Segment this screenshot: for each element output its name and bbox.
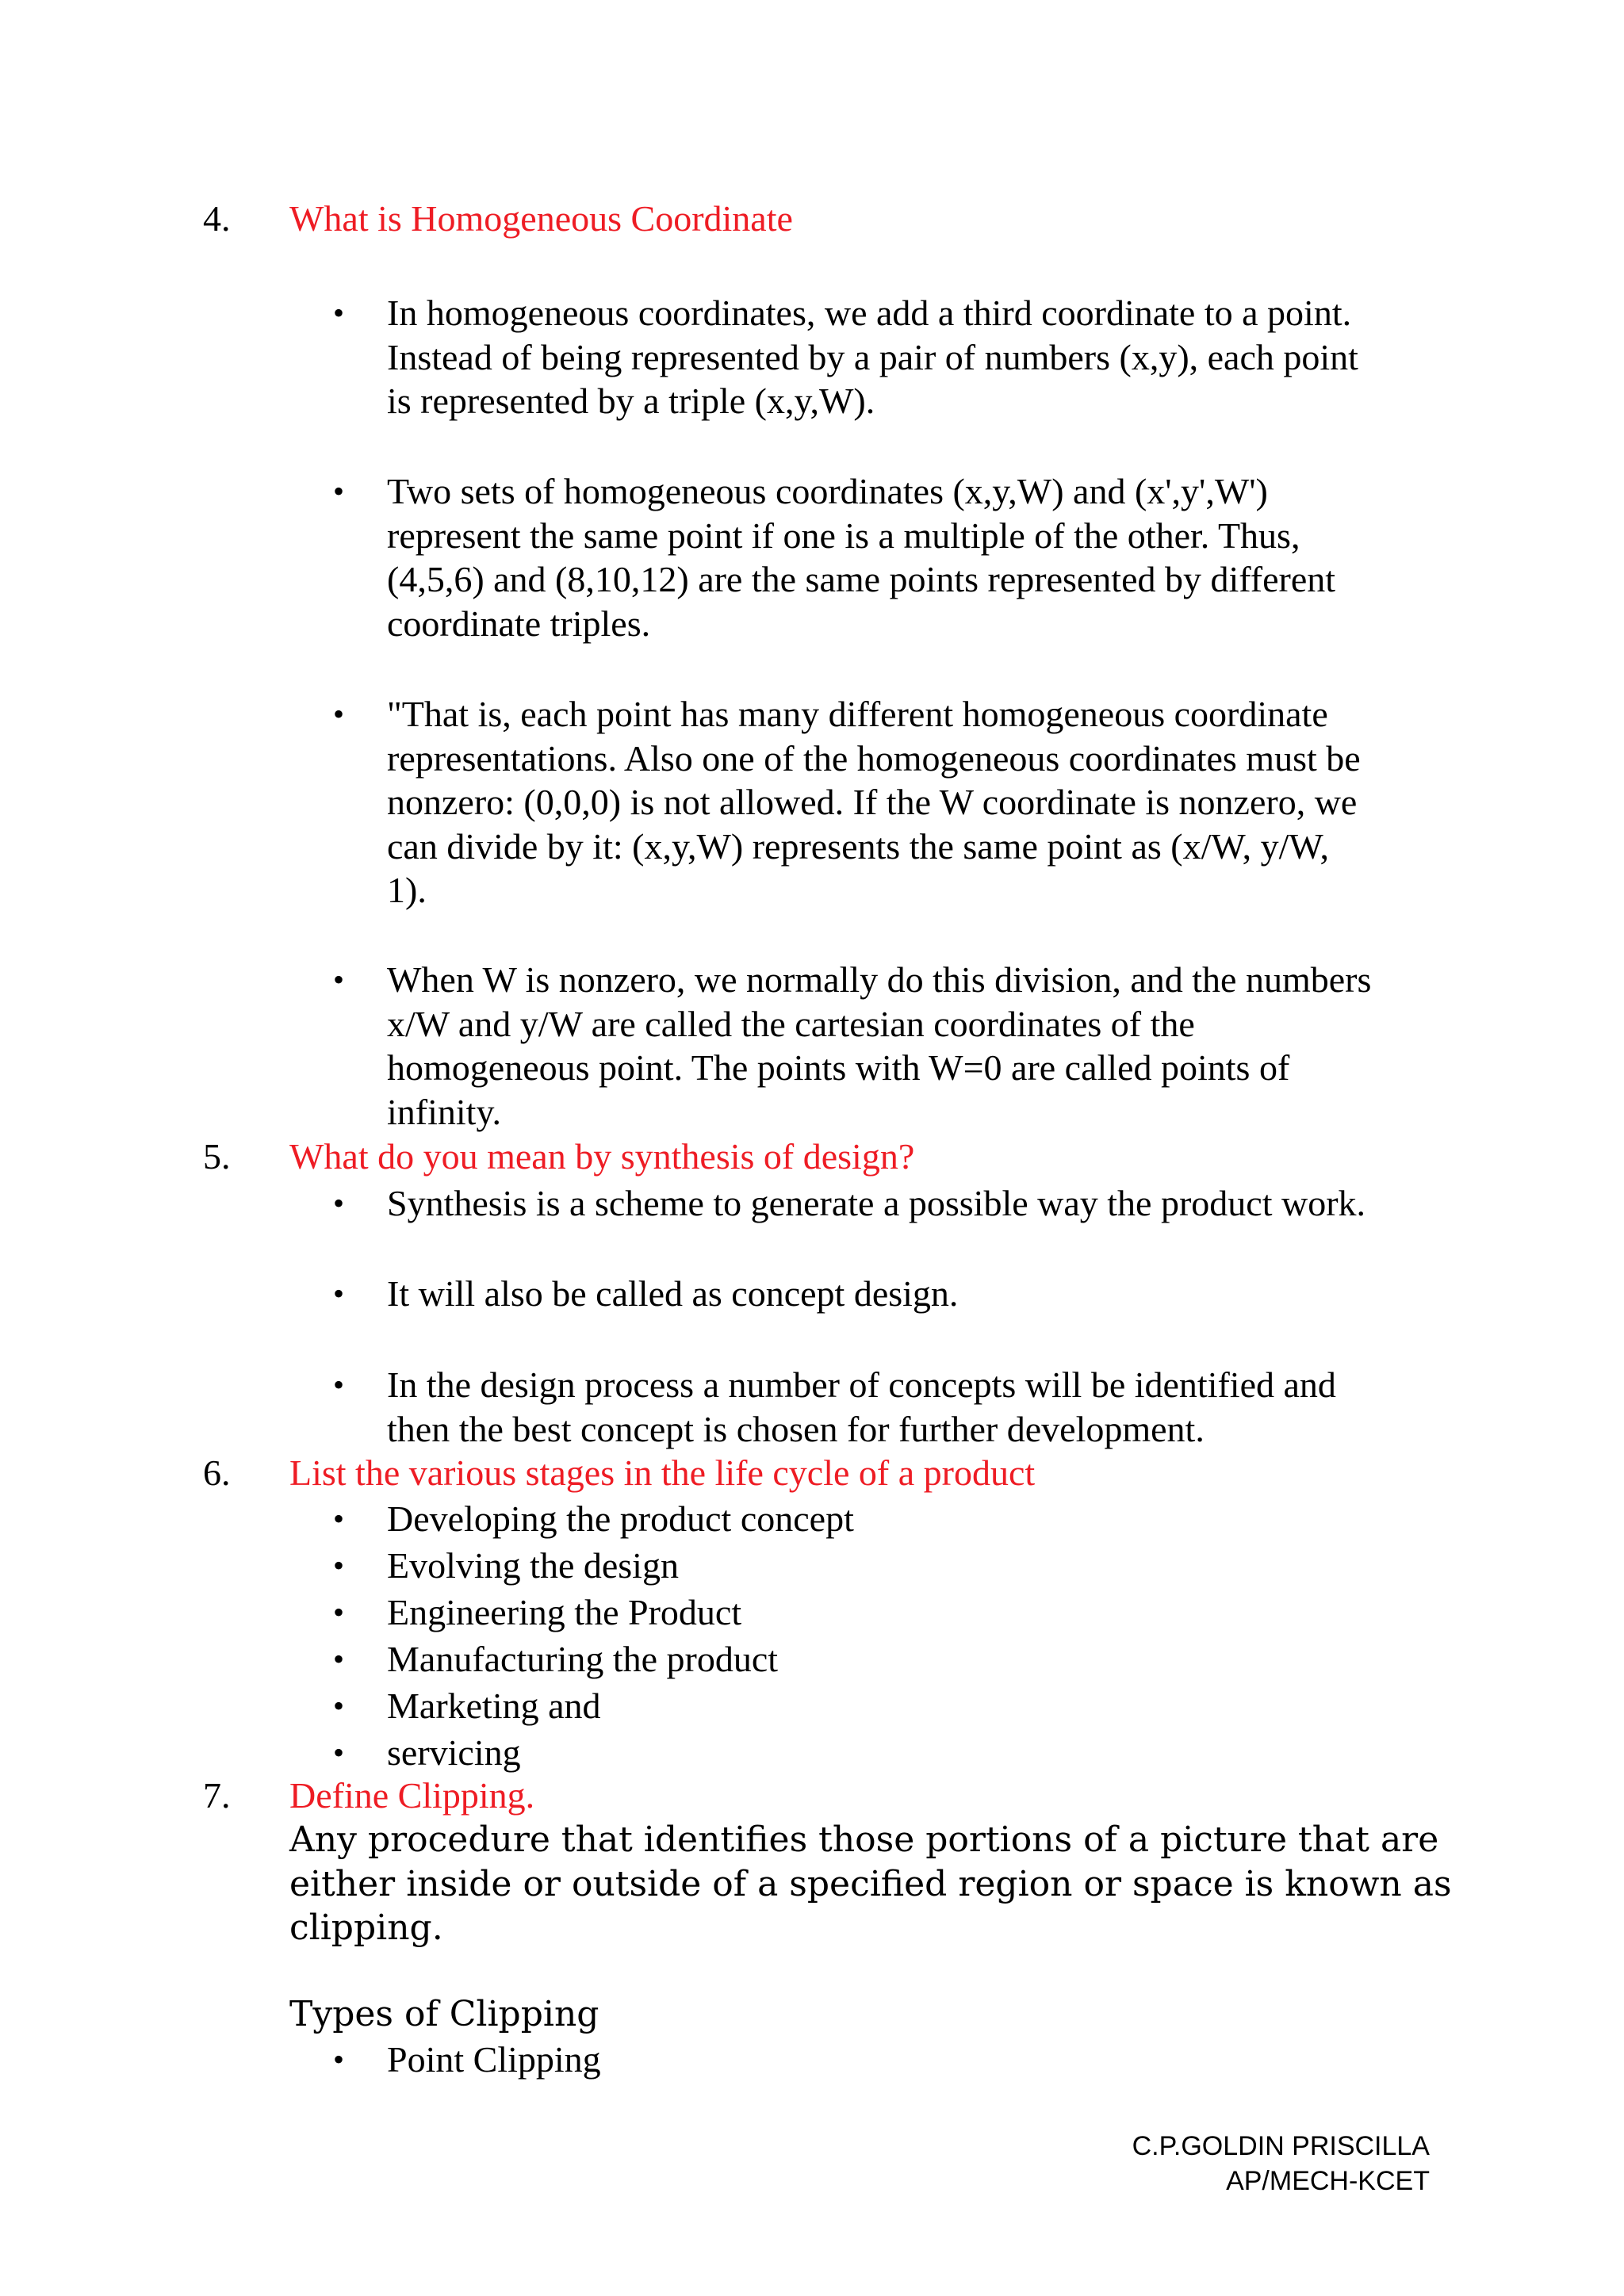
question-title: List the various stages in the life cycle of a product — [289, 1452, 1036, 1493]
list-item-text: "That is, each point has many different homogeneous coordinate representations. Also one of the homogeneous coordinates must be nonzero: (0,0,0) is not allowed. If the W coordinate is nonzero, we can divide by it: (x,y,W) represents the same point as (x/W, y/W, 1). — [387, 694, 1361, 910]
bullet-icon: • — [333, 1735, 345, 1770]
list-item-text: Developing the product concept — [387, 1498, 854, 1539]
list-item-text: When W is nonzero, we normally do this division, and the numbers x/W and y/W are called the cartesian coordinates of the homogeneous point. The points with W=0 are called points of infinity. — [387, 959, 1372, 1132]
list-item-text: Marketing and — [387, 1686, 601, 1726]
bullet-icon: • — [333, 1548, 345, 1583]
list-item-text: Manufacturing the product — [387, 1639, 779, 1679]
list-item-text: Two sets of homogeneous coordinates (x,y,W) and (x',y',W') represent the same point if one is a multiple of the other. Thus, (4,5,6) and (8,10,12) are the same points represented by different coordinate triples. — [387, 471, 1336, 644]
list-item-text: In the design process a number of concepts will be identified and then the best concept is chosen for further development. — [387, 1364, 1336, 1449]
list-item-text: Point Clipping — [387, 2039, 601, 2080]
page-footer — [1132, 2129, 1430, 2198]
author-designation: AP/MECH-KCET — [1226, 2166, 1430, 2196]
bullet-icon: • — [333, 1367, 345, 1402]
bullet-icon: • — [333, 1594, 345, 1630]
question-4-heading — [0, 197, 1624, 244]
list-item-text: In homogeneous coordinates, we add a third coordinate to a point. Instead of being represented by a pair of numbers (x,y), each point is represented by a triple (x,y,W). — [387, 293, 1358, 421]
question-number: 4. — [203, 198, 231, 239]
author-name: C.P.GOLDIN PRISCILLA — [1132, 2131, 1430, 2161]
types-heading: Types of Clipping — [289, 1994, 599, 2034]
question-title: What do you mean by synthesis of design? — [289, 1136, 915, 1177]
clipping-definition: Any procedure that identifies those portions of a picture that are either inside or outside of a specified region or space is known as clipping. — [289, 1820, 1452, 1948]
bullet-icon: • — [333, 1276, 345, 1311]
question-title: Define Clipping. — [289, 1775, 535, 1816]
list-item-text: Engineering the Product — [387, 1592, 742, 1632]
bullet-icon: • — [333, 1688, 345, 1724]
list-item-text: Evolving the design — [387, 1545, 679, 1586]
question-6-heading — [0, 1451, 1624, 1498]
bullet-icon: • — [333, 2042, 345, 2077]
bullet-icon: • — [333, 696, 345, 732]
bullet-icon: • — [333, 473, 345, 509]
question-7-heading — [0, 1774, 1624, 1821]
bullet-icon: • — [333, 1185, 345, 1221]
bullet-icon: • — [333, 1641, 345, 1677]
list-item-text: Synthesis is a scheme to generate a possible way the product work. — [387, 1183, 1366, 1223]
list-item-text: servicing — [387, 1732, 521, 1773]
bullet-icon: • — [333, 295, 345, 331]
bullet-icon: • — [333, 962, 345, 997]
question-number: 5. — [203, 1136, 231, 1177]
question-number: 6. — [203, 1452, 231, 1493]
question-5-heading — [0, 1135, 1624, 1182]
question-title: What is Homogeneous Coordinate — [289, 198, 793, 239]
question-number: 7. — [203, 1775, 231, 1816]
list-item-text: It will also be called as concept design. — [387, 1273, 959, 1314]
bullet-icon: • — [333, 1501, 345, 1536]
